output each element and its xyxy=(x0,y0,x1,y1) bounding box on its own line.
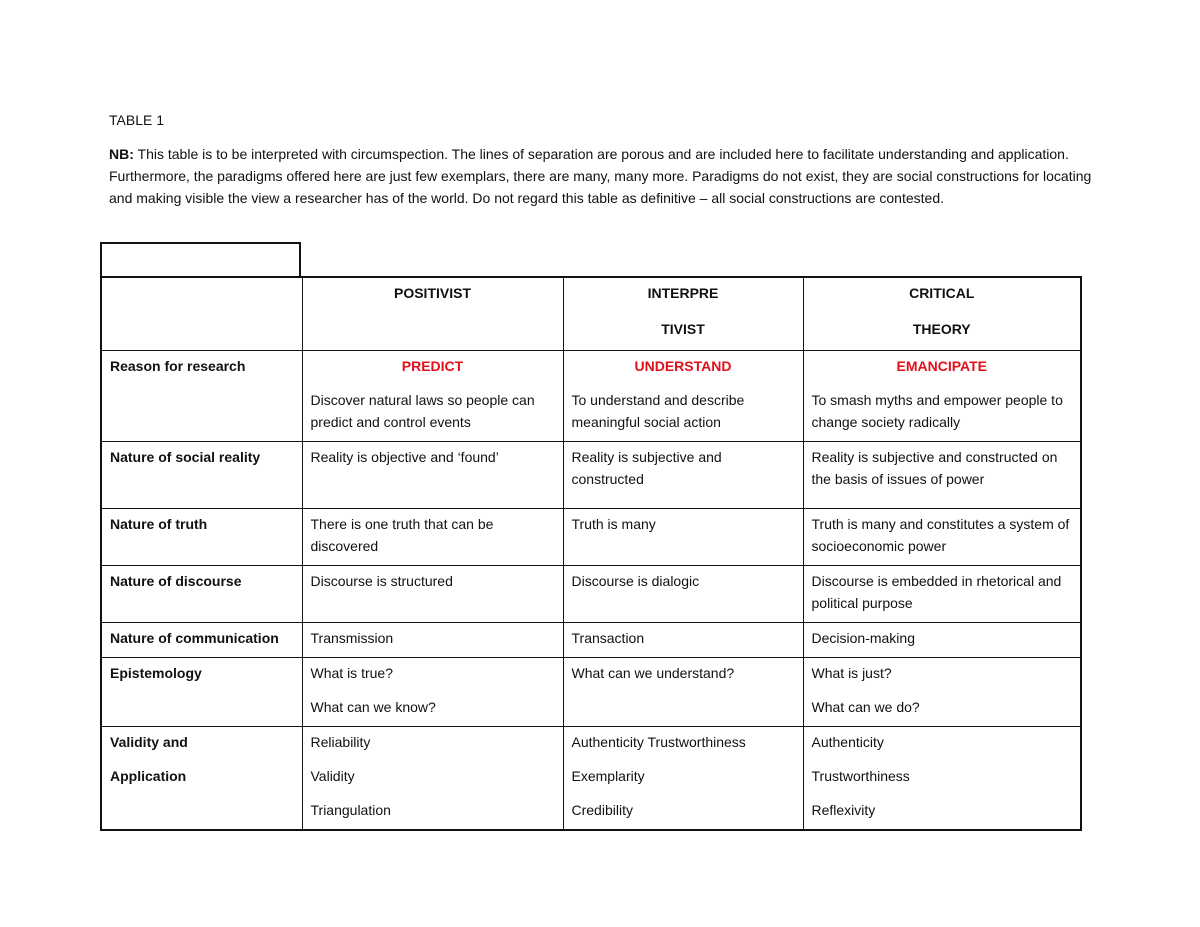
header-positivist: POSITIVIST xyxy=(302,277,563,351)
cell-positivist-communication: Transmission xyxy=(302,623,563,658)
header-critical-theory: CRITICAL THEORY xyxy=(803,277,1081,351)
table-row xyxy=(101,442,1081,509)
cell-positivist-truth: There is one truth that can be discovered xyxy=(302,509,563,566)
table-header-row xyxy=(101,277,1081,351)
row-label-discourse: Nature of discourse xyxy=(101,566,302,623)
row-label-social-reality: Nature of social reality xyxy=(101,442,302,509)
table-row xyxy=(101,623,1081,658)
corner-cell xyxy=(101,277,302,351)
note-text: This table is to be interpreted with circumspection. The lines of separation are porous and are included here to facilitate understanding and application. Furthermore, the paradigms offered here are just few exemplars, there are many, many more. Paradigms do not exist, they are social constructions for locating and making visible the view a researcher has of the world. Do not regard this table as definitive – all social constructions are contested. xyxy=(109,146,1092,206)
table-title: TABLE 1 xyxy=(109,112,164,128)
cell-interpretivist-communication: Transaction xyxy=(563,623,803,658)
row-label-validity: Validity and Application xyxy=(101,727,302,831)
cell-interpretivist-social: Reality is subjective and constructed xyxy=(563,442,803,509)
table-row xyxy=(101,566,1081,623)
cell-critical-discourse: Discourse is embedded in rhetorical and political purpose xyxy=(803,566,1081,623)
cell-critical-epistemology: What is just? What can we do? xyxy=(803,658,1081,727)
keyword-emancipate: EMANCIPATE xyxy=(896,358,987,374)
table-row xyxy=(101,509,1081,566)
cell-positivist-validity: Reliability Validity Triangulation xyxy=(302,727,563,831)
keyword-understand: UNDERSTAND xyxy=(634,358,732,374)
cell-positivist-discourse: Discourse is structured xyxy=(302,566,563,623)
cell-critical-reason: EMANCIPATE To smash myths and empower people to change society radically xyxy=(803,351,1081,442)
row-label-communication: Nature of communication xyxy=(101,623,302,658)
cell-critical-social: Reality is subjective and constructed on the basis of issues of power xyxy=(803,442,1081,509)
table-row xyxy=(101,658,1081,727)
paradigm-table xyxy=(100,276,1082,831)
cell-interpretivist-validity: Authenticity Trustworthiness Exemplarity Credibility xyxy=(563,727,803,831)
cell-positivist-epistemology: What is true? What can we know? xyxy=(302,658,563,727)
cell-positivist-reason: PREDICT Discover natural laws so people can predict and control events xyxy=(302,351,563,442)
table-row xyxy=(101,727,1081,831)
table-row xyxy=(101,351,1081,442)
cell-interpretivist-epistemology: What can we understand? xyxy=(563,658,803,727)
cell-interpretivist-reason: UNDERSTAND To understand and describe meaningful social action xyxy=(563,351,803,442)
cell-critical-validity: Authenticity Trustworthiness Reflexivity xyxy=(803,727,1081,831)
header-interpretivist: INTERPRE TIVIST xyxy=(563,277,803,351)
empty-header-box xyxy=(100,242,301,277)
note-paragraph xyxy=(109,143,1094,209)
cell-interpretivist-truth: Truth is many xyxy=(563,509,803,566)
row-label-truth: Nature of truth xyxy=(101,509,302,566)
cell-critical-truth: Truth is many and constitutes a system of socioeconomic power xyxy=(803,509,1081,566)
keyword-predict: PREDICT xyxy=(401,358,464,374)
cell-interpretivist-discourse: Discourse is dialogic xyxy=(563,566,803,623)
cell-critical-communication: Decision-making xyxy=(803,623,1081,658)
row-label-epistemology: Epistemology xyxy=(101,658,302,727)
note-label: NB: xyxy=(109,146,134,162)
row-label-reason: Reason for research xyxy=(101,351,302,442)
cell-positivist-social: Reality is objective and ‘found’ xyxy=(302,442,563,509)
